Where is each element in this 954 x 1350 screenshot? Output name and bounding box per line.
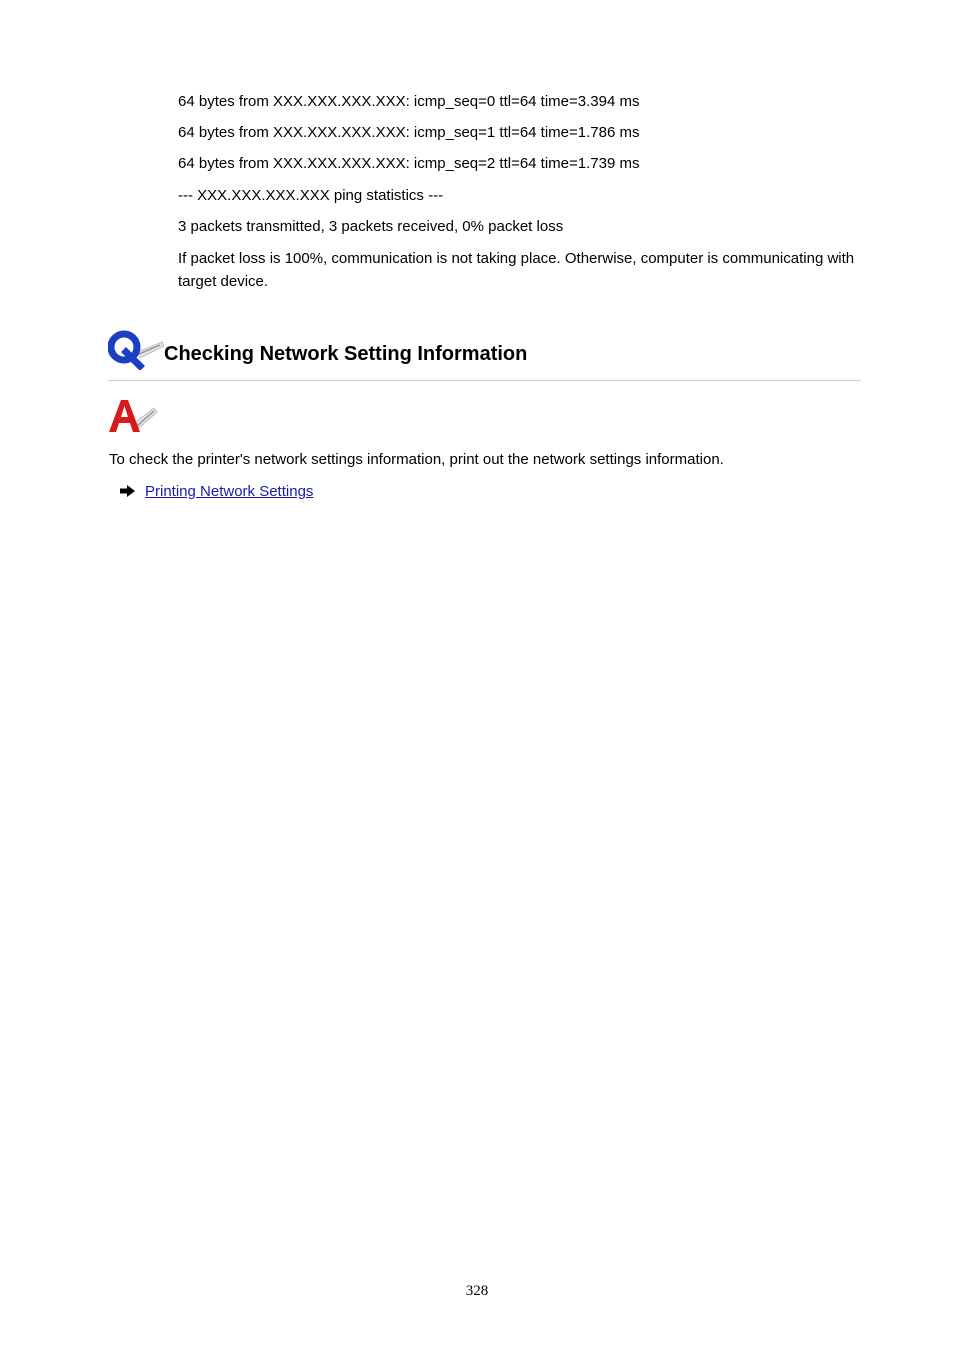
page-number: 328 xyxy=(465,1283,489,1299)
ping-statistics-summary: 3 packets transmitted, 3 packets received, 0% packet loss xyxy=(178,218,564,235)
ping-reply-line: 64 bytes from XXX.XXX.XXX.XXX: icmp_seq=1 ttl=64 time=1.786 ms xyxy=(178,124,640,141)
question-heading xyxy=(108,326,861,381)
ping-reply-line: 64 bytes from XXX.XXX.XXX.XXX: icmp_seq=0 ttl=64 time=3.394 ms xyxy=(178,93,640,110)
q-icon xyxy=(108,330,164,370)
question-title: Checking Network Setting Information xyxy=(164,343,528,365)
a-icon xyxy=(108,398,158,436)
packet-loss-note: If packet loss is 100%, communication is not taking place. Otherwise, computer is communicating with target device. xyxy=(178,250,855,290)
arrow-right-icon xyxy=(120,485,135,497)
related-link xyxy=(120,480,313,503)
ping-reply-line: 64 bytes from XXX.XXX.XXX.XXX: icmp_seq=2 ttl=64 time=1.739 ms xyxy=(178,155,640,172)
printing-network-settings-link[interactable]: Printing Network Settings xyxy=(145,483,314,500)
answer-text: To check the printer's network settings information, print out the network settings information. xyxy=(109,451,724,468)
ping-statistics-header: --- XXX.XXX.XXX.XXX ping statistics --- xyxy=(178,187,444,204)
